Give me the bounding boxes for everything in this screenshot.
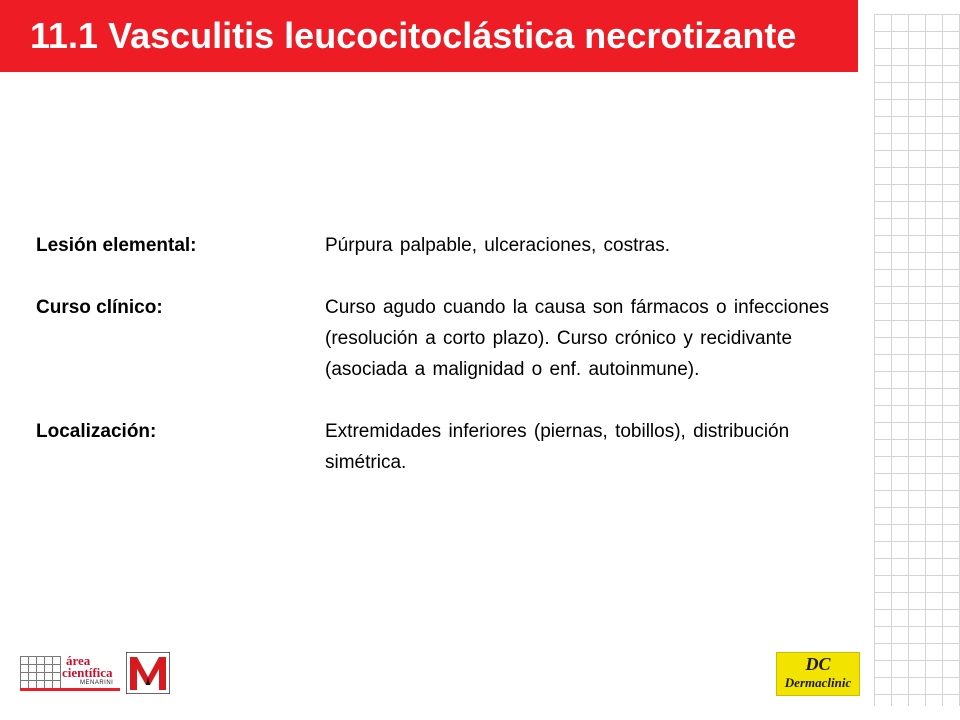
logo-red-bar xyxy=(20,688,120,691)
lesion-value: Púrpura palpable, ulceraciones, costras. xyxy=(325,235,671,256)
lesion-label: Lesión elemental: xyxy=(36,235,197,256)
logo-grid-icon xyxy=(20,656,61,689)
dermaclinic-text: Dermaclinic xyxy=(784,675,852,690)
info-row-lesion xyxy=(36,230,876,261)
curso-label: Curso clínico: xyxy=(36,297,163,318)
decorative-grid xyxy=(874,14,960,706)
area-cientifica-logo xyxy=(20,652,120,692)
logo-area-text: área xyxy=(66,653,91,668)
info-row-localizacion xyxy=(36,416,876,478)
menarini-m-logo-icon xyxy=(126,652,170,694)
info-row-curso xyxy=(36,292,876,385)
localizacion-label: Localización: xyxy=(36,421,157,442)
dermaclinic-logo xyxy=(776,652,860,696)
logo-cientifica-text: científica xyxy=(62,665,113,680)
title-bar xyxy=(0,0,858,72)
curso-value: Curso agudo cuando la causa son fármacos o infecciones (resolución a corto plazo). Curso crónico y recidivante (asociada a malignidad o enf. autoinmune). xyxy=(325,297,829,380)
slide-content xyxy=(36,230,876,509)
logo-menarini-text: MENARINI xyxy=(80,680,114,686)
slide-title: 11.1 Vasculitis leucocitoclástica necrotizante xyxy=(30,15,797,56)
localizacion-value: Extremidades inferiores (piernas, tobillos), distribución simétrica. xyxy=(325,421,790,473)
dc-logo-text: DC xyxy=(805,654,831,674)
